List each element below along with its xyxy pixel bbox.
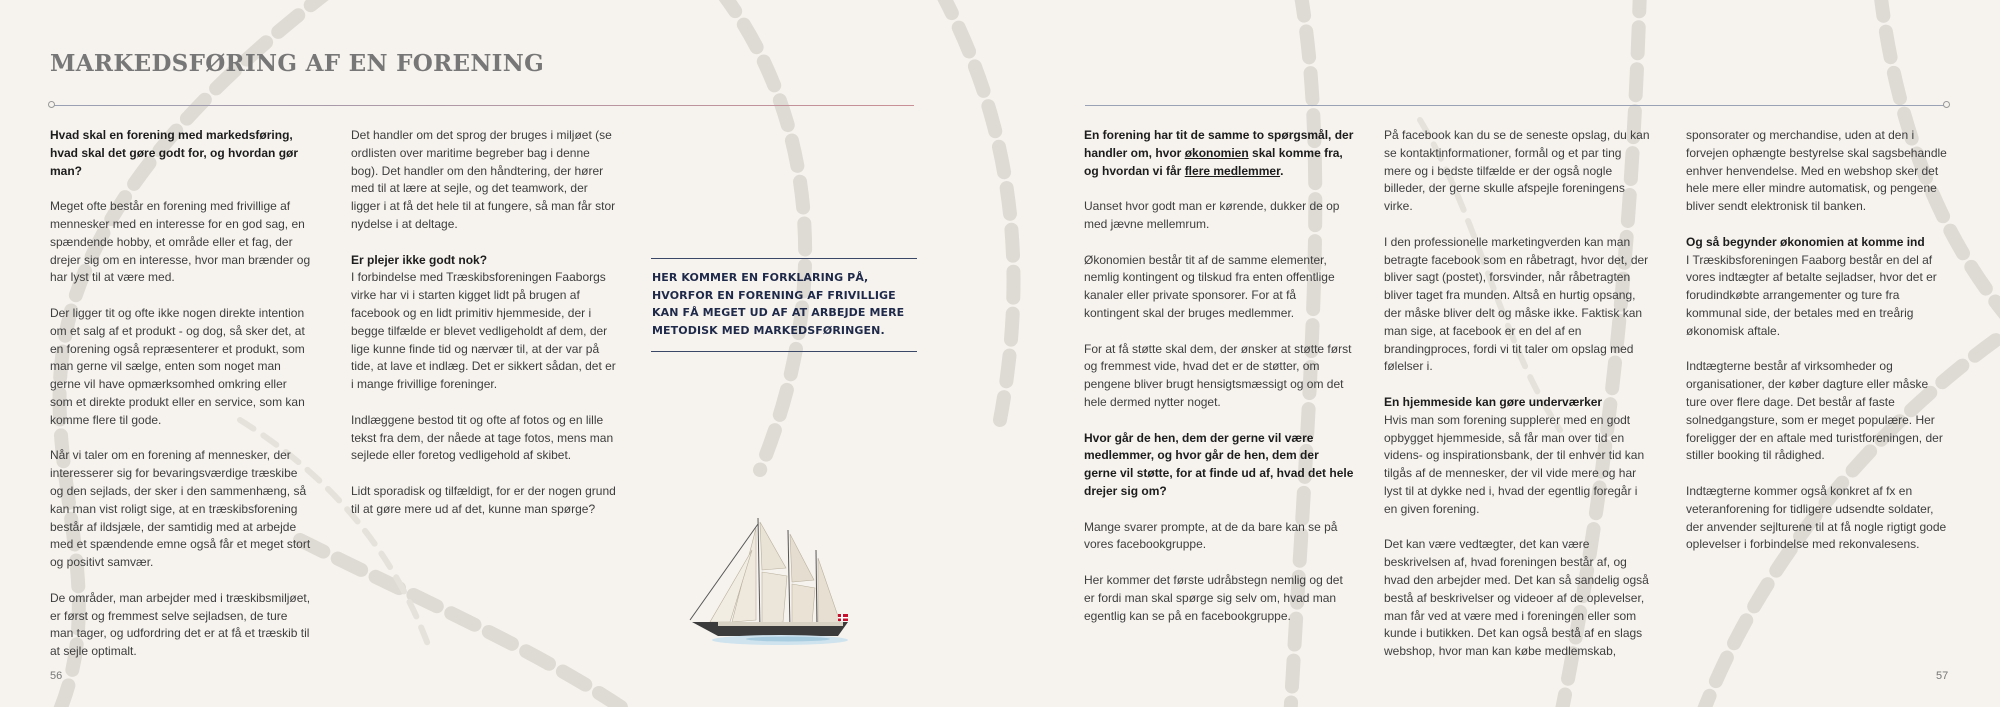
title-rule-left (54, 105, 914, 106)
paragraph: Her kommer det første udråbstegn nemlig og det er fordi man skal spørge sig selv om, hvad man egentlig kan se på en facebookgruppe. (1084, 572, 1343, 623)
paragraph: Indtægterne består af virksomheder og organisationer, der køber dagture eller måske ture over flere dage. Det består af faste solnedgangsture, som er meget populære. Her foreligger der en aftale med turistforeningen, der stiller booking til rådighed. (1686, 359, 1943, 463)
paragraph: Lidt sporadisk og tilfældigt, for er der nogen grund til at gøre mere ud af det, kunne man spørge? (351, 483, 616, 516)
paragraph: For at få støtte skal dem, der ønsker at støtte først og fremmest vide, hvad det er de støtter, om pengene bliver brugt hensigtsmæssigt og om det hele dermed nytter noget. (1084, 341, 1352, 409)
page-number-right: 57 (1936, 670, 1949, 682)
subheading: Er plejer ikke godt nok? (351, 252, 488, 267)
rule-end-dot-left (48, 101, 55, 108)
rule-end-dot-right (1943, 101, 1950, 108)
paragraph: Der ligger tit og ofte ikke nogen direkte intention om et salg af et produkt - og dog, så sker det, at en forening også repræsenterer et produkt, som man gerne vil sælge, enten som noget man gerne vil have opmærksomhed omkring eller som et direkte produkt eller en service, som kan komme flere til gode. (50, 305, 305, 427)
right-column-2 (1384, 127, 1650, 679)
paragraph: I Træskibsforeningen Faaborg består en del af vores indtægter af betalte sejladser, hvor det er forudindkøbte arrangementer og ture fra kommunal side, der betales med en treårig økonomisk aftale. (1686, 252, 1937, 338)
left-column-1 (50, 127, 312, 679)
heading-text: En forening har tit de samme to spørgsmål, der handler om, hvor (1084, 128, 1354, 160)
question-heading: Hvor går de hen, dem der gerne vil være medlemmer, og hvor går de hen, dem der gerne vil støtte, for at finde ud af, hvad det hele drejer sig om? (1084, 430, 1354, 498)
paragraph: Meget ofte består en forening med frivillige af mennesker med en interesse for en god sag, en spændende hobby, et område eller et fag, der drejer sig om en interesse, hvor man brænder og har lyst til at være med. (50, 199, 311, 285)
pull-quote: HER KOMMER EN FORKLARING PÅ, HVORFOR EN FORENING AF FRIVILLIGE KAN FÅ MEGET UD AF AT ARBEJDE MERE METODISK MED MARKEDSFØRINGEN. (651, 258, 917, 352)
title-rule-right (1085, 105, 1945, 106)
column-heading (1084, 127, 1354, 180)
sailing-ship-illustration (688, 510, 858, 658)
paragraph: I forbindelse med Træskibsforeningen Faaborgs virke har vi i starten kigget lidt på brugen af facebook og en lidt primitiv hjemmeside, der i begge tilfælde er blevet vedligeholdt af dem, der lige kunne finde tid og nærvær til, at der var på tide, at lave et indlæg. Det er sikkert sådan, det er i mange frivillige foreninger. (351, 270, 616, 392)
paragraph: I den professionelle marketingverden kan man betragte facebook som en råbetragt, hvor det, der bliver sagt (postet), forsvinder, når råbetragten bliver taget fra munden. Altså en hurtig opsang, der måske bliver delt og måske ikke. Faktisk kan man sige, at facebook er en del af en brandingproces, fordi vi tit taler om opslag med følelser i. (1384, 234, 1649, 374)
subheading: En hjemmeside kan gøre underværker (1384, 394, 1603, 409)
paragraph: Økonomien består tit af de samme elementer, nemlig kontingent og tilskud fra enten offentlige kanaler eller private sponsorer. For at få kontingent skal der bruges medlemmer. (1084, 252, 1335, 320)
heading-text: skal komme fra, og hvordan vi får (1084, 145, 1343, 178)
paragraph: Når vi taler om en forening af mennesker, der interesserer sig for bevaringsværdige træskibe og den sejlads, der sker i den sammenhæng, så kan man vist roligt sige, at en træskibsforening består af ildsjæle, der samtidig med at arbejde med et spændende emne også får et meget stort og positivt samvær. (50, 448, 311, 570)
paragraph: sponsorater og merchandise, uden at den i forvejen ophængte bestyrelse skal sagsbehandle enhver henvendelse. Med en webshop sker det hele mere eller mindre automatisk, og pengene bliver sendt elektronisk til banken. (1686, 128, 1947, 214)
column-heading: Hvad skal en forening med markedsføring, hvad skal det gøre godt for, og hvordan gør man? (50, 128, 299, 178)
paragraph: Uanset hvor godt man er kørende, dukker de op med jævne mellemrum. (1084, 199, 1340, 231)
heading-underlined-word: flere medlemmer (1184, 163, 1281, 178)
heading-underlined-word: økonomien (1184, 145, 1249, 160)
right-column-1 (1084, 127, 1354, 643)
right-column-3 (1686, 127, 1948, 572)
paragraph: Mange svarer prompte, at de da bare kan se på vores facebookgruppe. (1084, 519, 1338, 552)
page-title: MARKEDSFØRING AF EN FORENING (50, 50, 545, 77)
paragraph: Indtægterne kommer også konkret af fx en veteranforening for tidligere udsendte soldater, der anvender sejlturene til at få nogle rigtigt gode oplevelser i forbindelse med rekonvalesens. (1686, 483, 1947, 552)
heading-text: . (1280, 163, 1284, 178)
left-column-2 (351, 127, 617, 536)
paragraph: De områder, man arbejder med i træskibsmiljøet, er først og fremmest selve sejladsen, de ture man tager, og udfordring det er at få et træskib til at sejle optimalt. (50, 590, 311, 659)
paragraph: På facebook kan du se de seneste opslag, du kan se kontaktinformationer, formål og et par ting mere og i bedste tilfælde er der også nogle billeder, der gerne skulle afspejle foreningens virke. (1384, 128, 1650, 214)
paragraph: Det kan være vedtægter, det kan være beskrivelsen af, hvad foreningen består af, og hvad den arbejder med. Det kan så sandelig også bestå af beskrivelser og videoer af de oplevelser, man får ved at være med i foreningen eller som kunde i butikken. Det kan også bestå af en slags webshop, hvor man kan købe medlemskab, (1384, 537, 1649, 659)
page-number-left: 56 (50, 670, 63, 682)
paragraph: Indlæggene bestod tit og ofte af fotos og en lille tekst fra dem, der nåede at tage fotos, mens man sejlede eller foretog vedligehold af skibet. (351, 412, 614, 463)
paragraph: Det handler om det sprog der bruges i miljøet (se ordlisten over maritime begreber bag i denne bog). Det handler om den håndtering, der hører med til at lære at sejle, og det teamwork, der ligger i at få det hele til at fungere, så man får stor nydelse i at deltage. (351, 128, 616, 231)
paragraph: Hvis man som forening supplerer med en godt opbygget hjemmeside, så får man over tid en videns- og inspirationsbank, der til enhver tid kan tilgås af de mennesker, der vil vide mere og har lyst til at dykke ned i, hvad der egentlig foregår i en given forening. (1384, 412, 1645, 516)
subheading: Og så begynder økonomien at komme ind (1686, 234, 1925, 249)
